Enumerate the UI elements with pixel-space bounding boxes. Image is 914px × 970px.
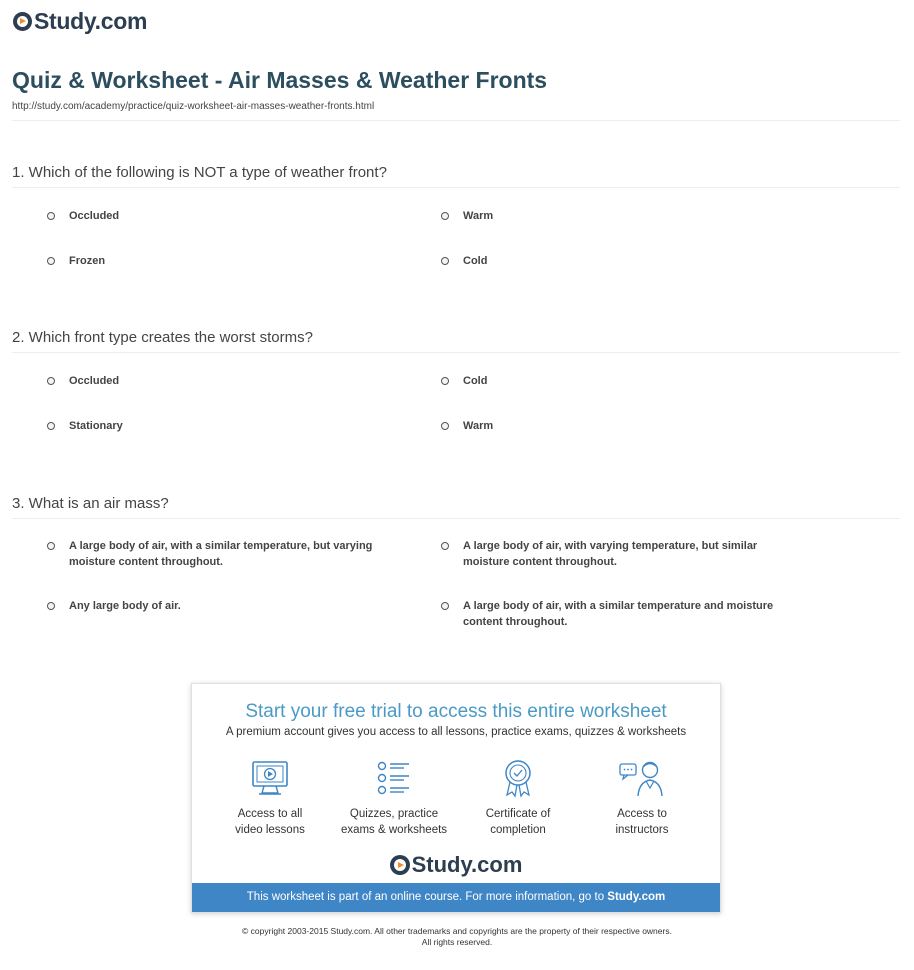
radio-button[interactable]: [441, 542, 449, 550]
feature-label: [210, 806, 330, 838]
radio-button[interactable]: [47, 422, 55, 430]
radio-button[interactable]: [441, 422, 449, 430]
feature-label-line: Quizzes, practice: [349, 808, 439, 820]
study-logo[interactable]: [13, 8, 147, 35]
play-logo-icon: [13, 12, 32, 31]
radio-button[interactable]: [47, 602, 55, 610]
option-label: Any large body of air.: [69, 600, 181, 612]
answer-option[interactable]: [441, 253, 793, 269]
radio-button[interactable]: [441, 257, 449, 265]
radio-button[interactable]: [47, 377, 55, 385]
feature-quizzes: [334, 758, 454, 838]
option-label: A large body of air, with a similar temperature, but varying moisture content throughout.: [69, 540, 373, 568]
feature-label-line: video lessons: [235, 824, 305, 836]
free-trial-promo: [191, 683, 721, 913]
option-label: Cold: [463, 375, 488, 387]
promo-bar-link[interactable]: Study.com: [607, 891, 666, 903]
divider: [12, 120, 900, 121]
divider: [12, 518, 900, 519]
radio-button[interactable]: [441, 602, 449, 610]
promo-info-bar: [192, 883, 720, 912]
option-label: Cold: [463, 255, 488, 267]
radio-button[interactable]: [47, 257, 55, 265]
copyright-line: © copyright 2003-2015 Study.com. All other trademarks and copyrights are the property of their respective owners.: [242, 926, 672, 936]
instructor-icon: [618, 758, 666, 798]
option-label: Occluded: [69, 375, 120, 387]
feature-label-line: Access to all: [237, 808, 303, 820]
promo-title[interactable]: Start your free trial to access this entire worksheet: [245, 701, 667, 722]
promo-subtitle: A premium account gives you access to all lessons, practice exams, quizzes & worksheets: [225, 726, 687, 738]
option-label: A large body of air, with a similar temperature and moisture content throughout.: [463, 600, 774, 628]
divider: [12, 352, 900, 353]
quiz-list-icon: [374, 758, 414, 798]
option-label: Frozen: [69, 255, 106, 267]
radio-button[interactable]: [47, 542, 55, 550]
page-url[interactable]: http://study.com/academy/practice/quiz-worksheet-air-masses-weather-fronts.html: [12, 101, 375, 112]
option-label: Warm: [463, 210, 494, 222]
certificate-icon: [498, 758, 538, 798]
option-label: A large body of air, with varying temperature, but similar moisture content throughout.: [463, 540, 758, 568]
copyright-notice: [0, 926, 914, 948]
feature-video-lessons: [210, 758, 330, 838]
answer-option[interactable]: [47, 373, 399, 389]
brand-name: Study.com: [411, 852, 523, 877]
radio-button[interactable]: [441, 377, 449, 385]
answer-option[interactable]: [441, 208, 793, 224]
answer-option[interactable]: [47, 208, 399, 224]
feature-instructors: [582, 758, 702, 838]
question-3: 3. What is an air mass?: [12, 495, 169, 512]
promo-bar-text: This worksheet is part of an online course. For more information, go to: [246, 891, 608, 903]
option-label: Occluded: [69, 210, 120, 222]
option-label: Warm: [463, 420, 494, 432]
feature-label-line: completion: [490, 824, 546, 836]
feature-label-line: exams & worksheets: [340, 824, 448, 836]
feature-certificate: [458, 758, 578, 838]
play-logo-icon: [390, 855, 410, 875]
option-label: Stationary: [69, 420, 123, 432]
radio-button[interactable]: [441, 212, 449, 220]
feature-label-line: Access to: [617, 808, 667, 820]
feature-label: [458, 806, 578, 838]
divider: [12, 187, 900, 188]
feature-label-line: instructors: [615, 824, 669, 836]
video-lesson-icon: [250, 758, 290, 798]
question-1: 1. Which of the following is NOT a type of weather front?: [12, 164, 387, 181]
answer-option[interactable]: [441, 418, 793, 434]
radio-button[interactable]: [47, 212, 55, 220]
answer-option[interactable]: [47, 538, 399, 570]
copyright-line: All rights reserved.: [421, 937, 493, 947]
page-title: Quiz & Worksheet - Air Masses & Weather Fronts: [12, 67, 548, 93]
answer-option[interactable]: [47, 418, 399, 434]
answer-option[interactable]: [441, 373, 793, 389]
feature-label: [582, 806, 702, 838]
promo-study-logo[interactable]: [192, 852, 720, 878]
brand-name: Study.com: [34, 8, 148, 34]
answer-option[interactable]: [441, 598, 793, 630]
answer-option[interactable]: [441, 538, 793, 570]
feature-label: [334, 806, 454, 838]
feature-label-line: Certificate of: [485, 808, 551, 820]
answer-option[interactable]: [47, 253, 399, 269]
answer-option[interactable]: [47, 598, 399, 614]
question-2: 2. Which front type creates the worst storms?: [12, 329, 313, 346]
